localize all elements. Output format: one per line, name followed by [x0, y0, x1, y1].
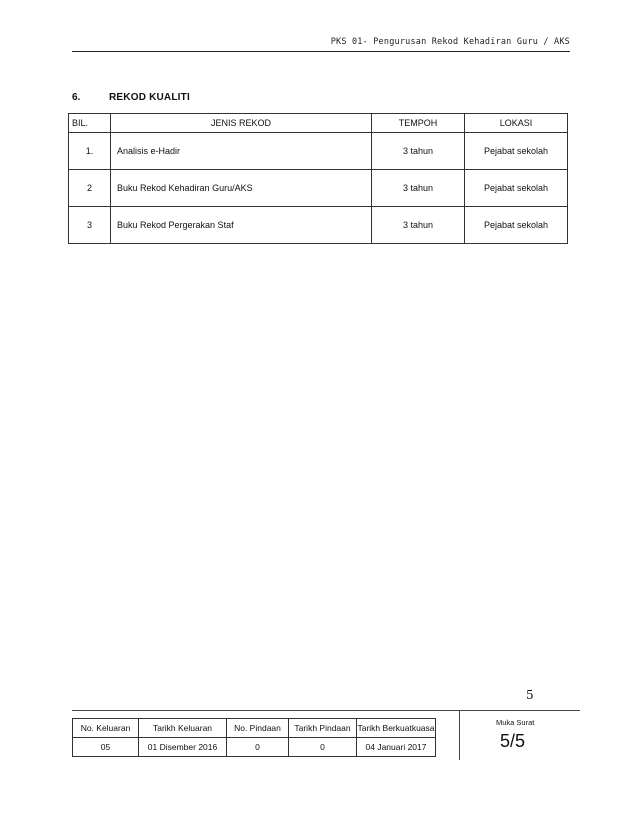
- footer-header-tarikh-keluaran: Tarikh Keluaran: [139, 719, 227, 738]
- table-row: [69, 207, 568, 244]
- footer-value-tarikh-berkuatkuasa: 04 Januari 2017: [357, 738, 436, 757]
- footer-vertical-divider: [459, 710, 460, 760]
- page-number: 5: [526, 688, 534, 702]
- footer-header-tarikh-pindaan: Tarikh Pindaan: [289, 719, 357, 738]
- footer-value-row: [73, 738, 436, 757]
- cell-tempoh: 3 tahun: [372, 133, 465, 170]
- column-header-bil: BIL.: [69, 114, 111, 133]
- cell-tempoh: 3 tahun: [372, 207, 465, 244]
- muka-surat-label: Muka Surat: [496, 718, 535, 727]
- table-row: [69, 133, 568, 170]
- cell-bil: 2: [69, 170, 111, 207]
- table-row: [69, 170, 568, 207]
- document-control-table: [72, 718, 436, 757]
- cell-jenis-rekod: Buku Rekod Kehadiran Guru/AKS: [111, 170, 372, 207]
- footer-value-tarikh-keluaran: 01 Disember 2016: [139, 738, 227, 757]
- footer-value-tarikh-pindaan: 0: [289, 738, 357, 757]
- muka-surat-value: 5/5: [500, 731, 526, 751]
- section-title: REKOD KUALITI: [109, 92, 190, 103]
- footer-header-row: [73, 719, 436, 738]
- footer-header-no-keluaran: No. Keluaran: [73, 719, 139, 738]
- cell-lokasi: Pejabat sekolah: [465, 133, 568, 170]
- records-table-header: [69, 114, 568, 133]
- column-header-jenis-rekod: JENIS REKOD: [111, 114, 372, 133]
- header-divider: [72, 51, 570, 52]
- column-header-tempoh: TEMPOH: [372, 114, 465, 133]
- footer-value-no-keluaran: 05: [73, 738, 139, 757]
- cell-jenis-rekod: Analisis e-Hadir: [111, 133, 372, 170]
- cell-bil: 1.: [69, 133, 111, 170]
- document-header: PKS 01- Pengurusan Rekod Kehadiran Guru / AKS: [330, 37, 570, 47]
- footer-header-tarikh-berkuatkuasa: Tarikh Berkuatkuasa: [357, 719, 436, 738]
- cell-bil: 3: [69, 207, 111, 244]
- cell-jenis-rekod: Buku Rekod Pergerakan Staf: [111, 207, 372, 244]
- footer-header-no-pindaan: No. Pindaan: [227, 719, 289, 738]
- cell-lokasi: Pejabat sekolah: [465, 170, 568, 207]
- cell-lokasi: Pejabat sekolah: [465, 207, 568, 244]
- cell-tempoh: 3 tahun: [372, 170, 465, 207]
- section-number: 6.: [72, 92, 81, 103]
- footer-value-no-pindaan: 0: [227, 738, 289, 757]
- footer-divider: [72, 710, 580, 711]
- records-table: [68, 113, 568, 244]
- column-header-lokasi: LOKASI: [465, 114, 568, 133]
